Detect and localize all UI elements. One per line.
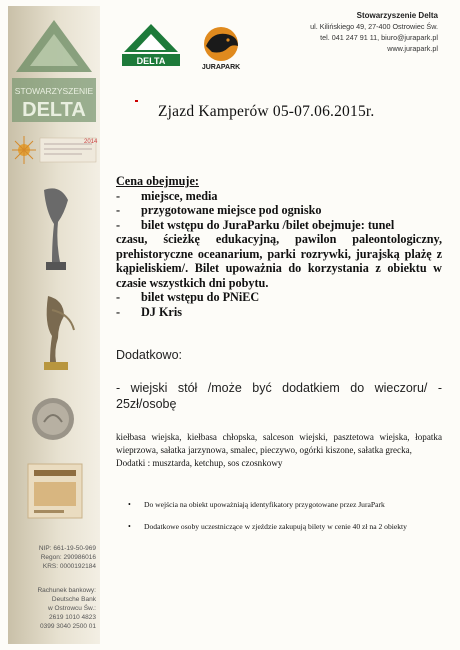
golden-statuette-icon <box>30 290 82 374</box>
delta-logo-text: DELTA <box>136 56 166 66</box>
list-item-text: bilet wstępu do PNiEC <box>141 290 260 304</box>
bullet-mark: • <box>128 500 131 509</box>
krs-number: KRS: 0000192184 <box>42 563 96 570</box>
regon-number: Regon: 290986016 <box>40 554 96 561</box>
price-includes-heading <box>116 174 442 189</box>
list-dash: - <box>116 203 121 217</box>
org-address: ul. Kilińskiego 49, 27-400 Ostrowiec Św. <box>310 22 438 31</box>
list-item <box>116 305 442 320</box>
list-item-text: miejsce, media <box>141 188 218 203</box>
menu-extras: Dodatki : musztarda, ketchup, sos czosnkowy <box>116 458 283 469</box>
bank-title: Rachunek bankowy: <box>37 587 96 594</box>
note-item <box>128 522 444 533</box>
sidebar-logo-text-2: DELTA <box>22 99 86 121</box>
bank-branch: w Ostrowcu Św.: <box>47 605 96 612</box>
list-item <box>116 290 442 305</box>
registration-info <box>8 544 96 571</box>
menu-section <box>116 431 442 471</box>
additional-item: - wiejski stół /może być dodatkiem do wieczoru/ - 25zł/osobę <box>116 381 442 411</box>
document-title: Zjazd Kamperów 05-07.06.2015r. <box>158 103 375 120</box>
menu-items: kiełbasa wiejska, kiełbasa chłopska, salceson wiejski, pasztetowa wiejska, łopatka wieprzowa, sałatka jarzynowa, smalec, pieczywo, ogórki kiszone, sałatka grecka, <box>116 432 442 456</box>
bullet-mark: • <box>128 521 131 531</box>
bank-info <box>8 586 96 631</box>
list-item-text: DJ Kris <box>141 304 182 319</box>
list-item-text: bilet wstępu do JuraParku /bilet obejmuje: tunel <box>141 217 395 232</box>
list-item-text: przygotowane miejsce pod ognisko <box>141 203 322 217</box>
list-item <box>116 189 442 204</box>
org-contact: tel. 041 247 91 11, biuro@jurapark.pl <box>320 33 438 42</box>
sidebar-logo-text-1: STOWARZYSZENIE <box>14 86 94 96</box>
medal-icon <box>30 396 76 442</box>
jurapark-logo-text: JURAPARK <box>201 64 241 71</box>
list-dash: - <box>116 217 121 232</box>
note-item <box>128 500 444 511</box>
price-includes-section <box>116 174 442 319</box>
award-badge-icon <box>12 130 98 170</box>
delta-sidebar-logo <box>12 16 96 126</box>
list-item <box>116 218 442 233</box>
statuette-icon <box>30 182 82 274</box>
additional-heading: Dodatkowo: <box>116 348 183 362</box>
org-website[interactable]: www.jurapark.pl <box>387 44 438 53</box>
red-mark <box>135 100 138 102</box>
account-line-1: 2619 1010 4823 <box>49 614 96 621</box>
jurapark-logo <box>192 24 250 72</box>
list-item <box>116 203 442 218</box>
note-text: Dodatkowe osoby uczestniczące w zjeździe zakupują bilety w cenie 40 zł na 2 obiekty <box>144 521 407 531</box>
delta-logo <box>120 22 182 68</box>
nip-number: NIP: 661-19-50-969 <box>38 545 96 552</box>
decorative-sidebar <box>8 6 100 644</box>
list-dash: - <box>116 290 121 304</box>
bank-name: Deutsche Bank <box>51 596 96 603</box>
award-year: 2014 <box>84 139 98 145</box>
org-name: Stowarzyszenie Delta <box>356 11 438 20</box>
note-text: Do wejścia na obiekt upoważniają identyfikatory przygotowane przez JuraPark <box>144 500 385 509</box>
list-dash: - <box>116 304 121 319</box>
heading-colon: : <box>194 174 199 188</box>
notes-list <box>128 500 444 543</box>
list-dash: - <box>116 188 121 203</box>
certificate-icon <box>26 462 84 520</box>
heading-text: Cena obejmuje <box>116 174 195 188</box>
organization-info <box>310 10 438 54</box>
ticket-description: czasu, ścieżkę edukacyjną, pawilon paleontologiczny, prehistoryczne oceanarium, parki rozrywki, jurajską plażę z kąpieliskiem/. Bilet upoważnia do korzystania z obiektu w czasie wszystkich dni pobytu. <box>116 232 442 290</box>
account-line-2: 0399 3040 2500 01 <box>39 623 96 630</box>
